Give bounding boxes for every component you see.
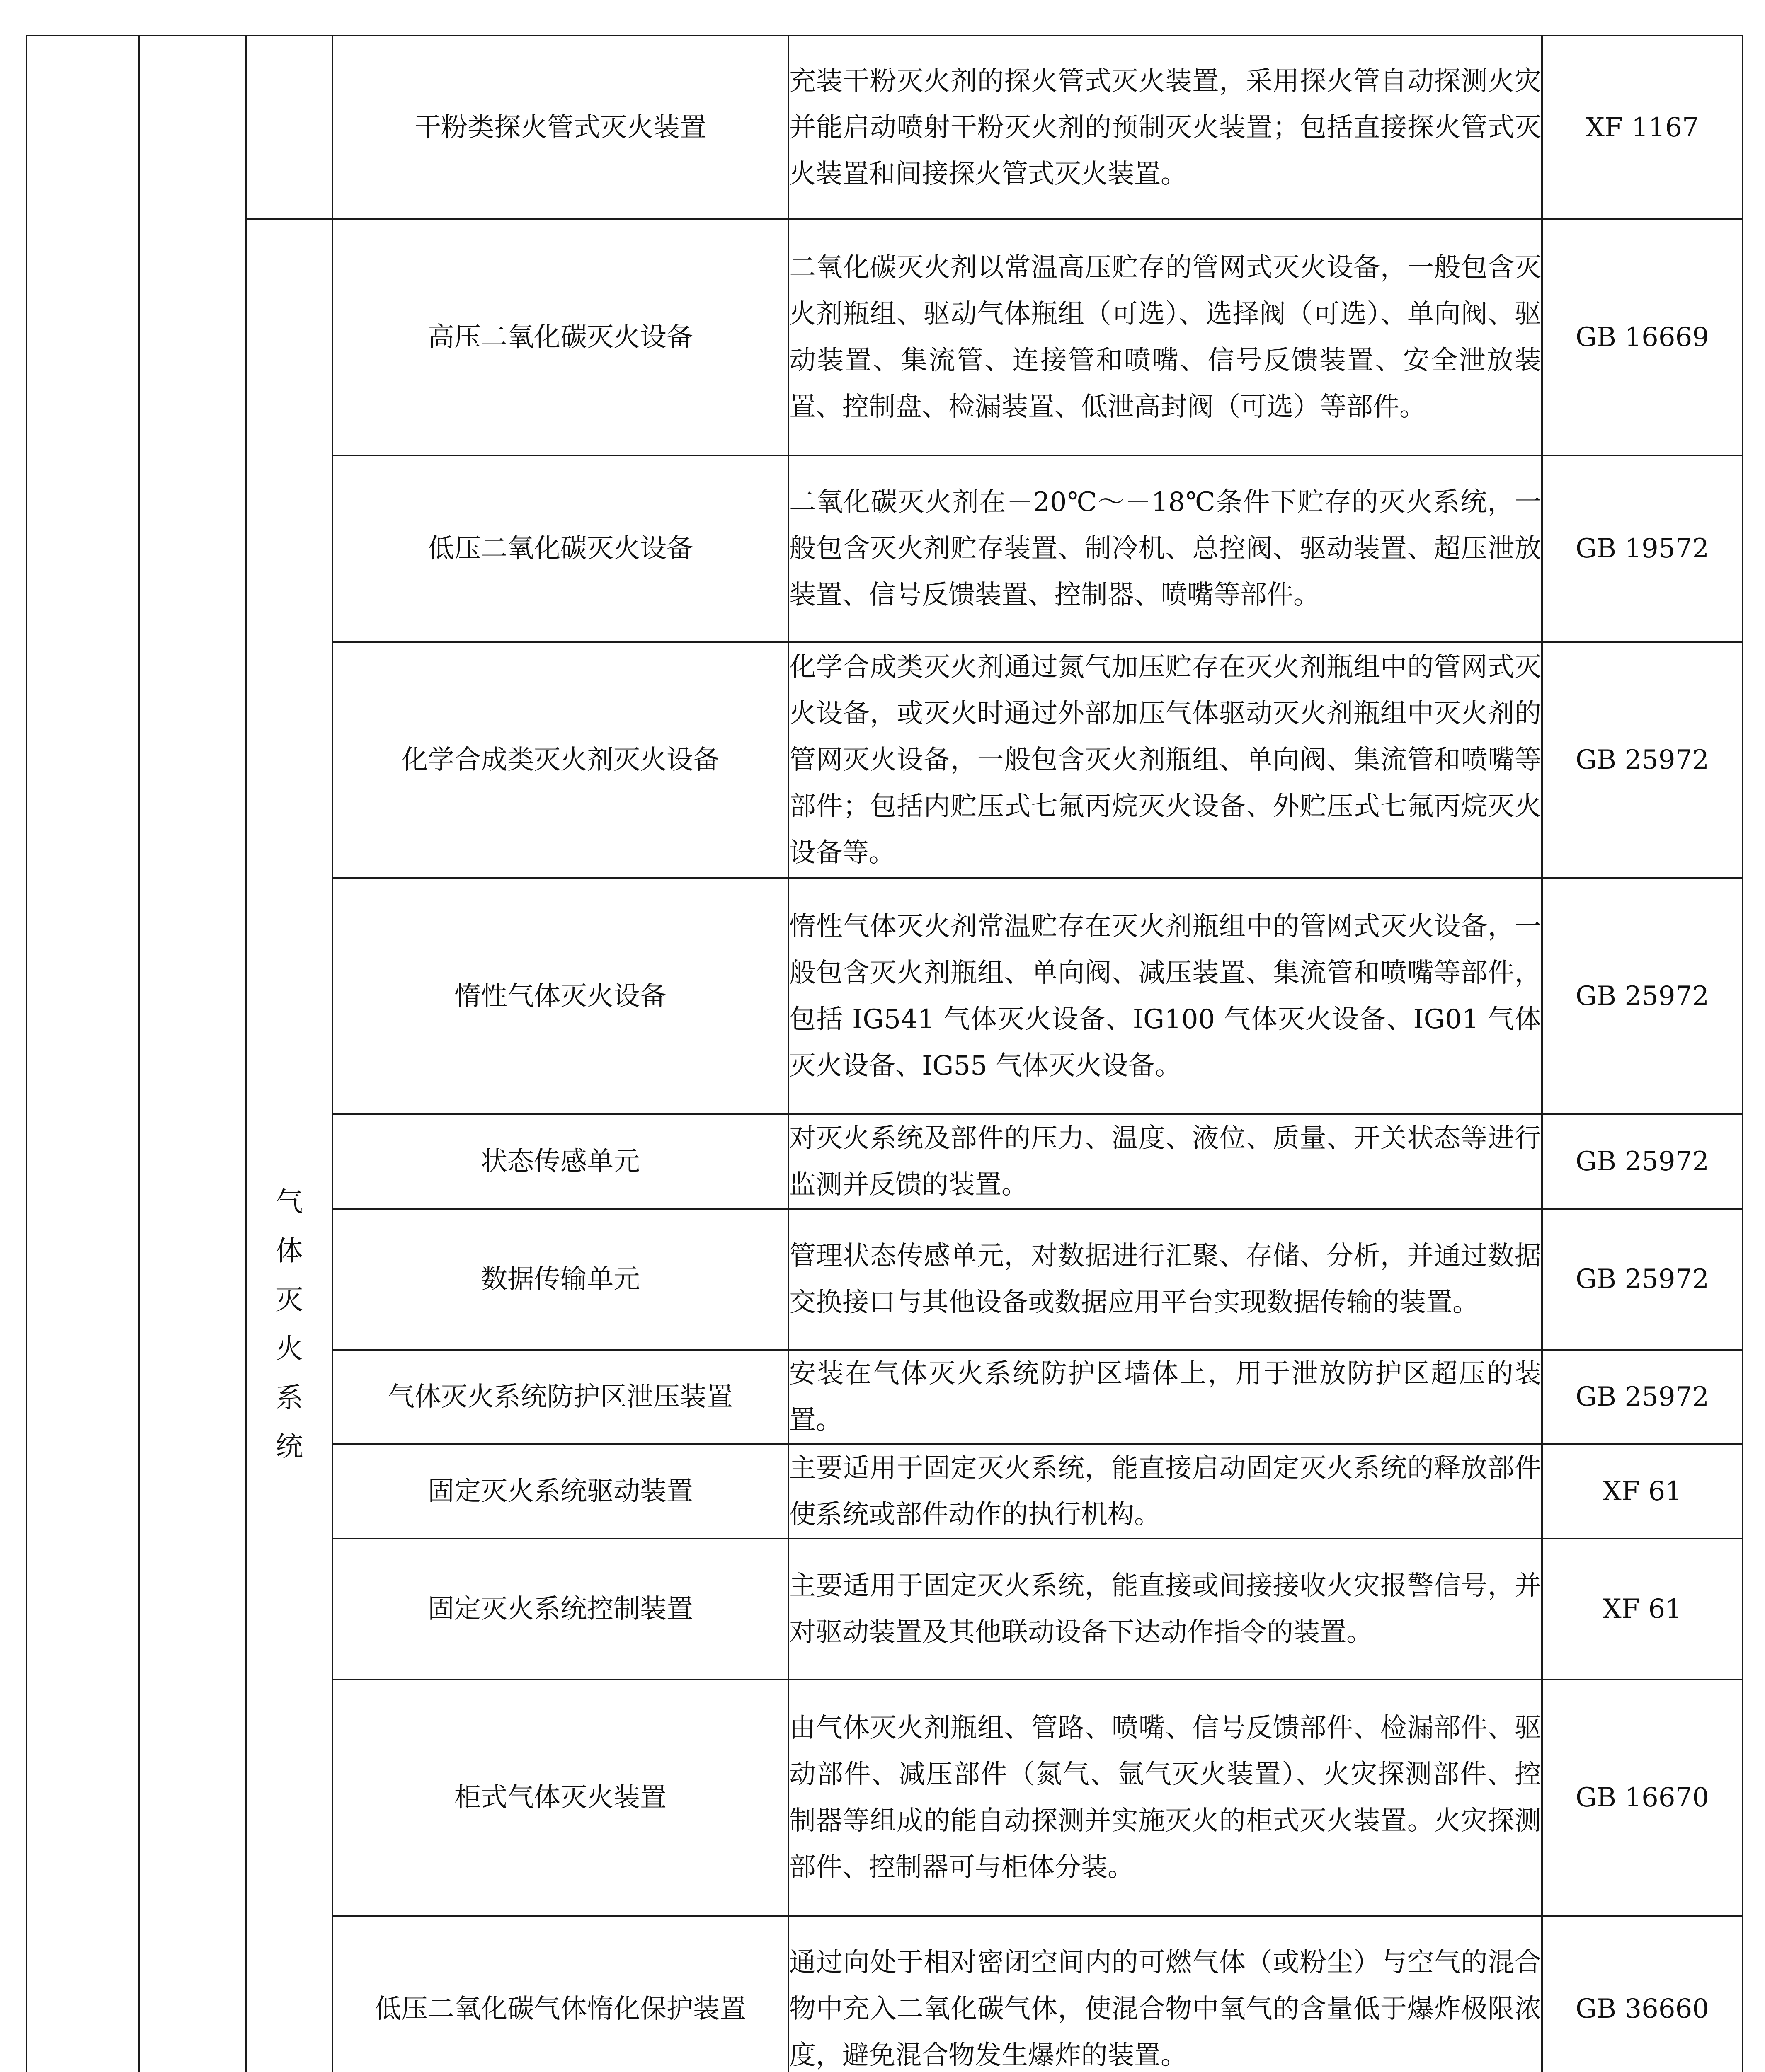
- product-description: 化学合成类灭火剂通过氮气加压贮存在灭火剂瓶组中的管网式灭火设备，或灭火时通过外部加压气体驱动灭火剂瓶组中灭火剂的管网灭火设备，一般包含灭火剂瓶组、单向阀、集流管和喷嘴等部件；包括内贮压式七氟丙烷灭火设备、外贮压式七氟丙烷灭火设备等。: [788, 642, 1542, 878]
- table-row: [27, 219, 1743, 455]
- standards-table: [26, 35, 1743, 2072]
- standard-code: GB 16669: [1542, 219, 1743, 455]
- table-row: [27, 36, 1743, 219]
- product-name: 化学合成类灭火剂灭火设备: [332, 642, 788, 878]
- product-name: 固定灭火系统控制装置: [332, 1539, 788, 1680]
- product-description: 安装在气体灭火系统防护区墙体上，用于泄放防护区超压的装置。: [788, 1350, 1542, 1444]
- group-label: 气体灭火系统: [276, 1186, 303, 1462]
- standard-code: GB 36660: [1542, 1916, 1743, 2072]
- product-name: 气体灭火系统防护区泄压装置: [332, 1350, 788, 1444]
- product-name: 状态传感单元: [332, 1114, 788, 1209]
- category-cell: [27, 36, 139, 2072]
- product-name: 低压二氧化碳气体惰化保护装置: [332, 1916, 788, 2072]
- product-description: 由气体灭火剂瓶组、管路、喷嘴、信号反馈部件、检漏部件、驱动部件、减压部件（氮气、氩气灭火装置）、火灾探测部件、控制器等组成的能自动探测并实施灭火的柜式灭火装置。火灾探测部件、控制器可与柜体分装。: [788, 1680, 1542, 1916]
- product-description: 管理状态传感单元，对数据进行汇聚、存储、分析，并通过数据交换接口与其他设备或数据应用平台实现数据传输的装置。: [788, 1209, 1542, 1350]
- group-cell: [246, 219, 332, 2072]
- standard-code: GB 25972: [1542, 642, 1743, 878]
- product-name: 惰性气体灭火设备: [332, 878, 788, 1114]
- standard-code: GB 25972: [1542, 1114, 1743, 1209]
- product-description: 对灭火系统及部件的压力、温度、液位、质量、开关状态等进行监测并反馈的装置。: [788, 1114, 1542, 1209]
- product-description: 主要适用于固定灭火系统，能直接或间接接收火灾报警信号，并对驱动装置及其他联动设备下达动作指令的装置。: [788, 1539, 1542, 1680]
- product-name: 高压二氧化碳灭火设备: [332, 219, 788, 455]
- product-name: 固定灭火系统驱动装置: [332, 1444, 788, 1539]
- product-name: 低压二氧化碳灭火设备: [332, 455, 788, 642]
- product-description: 二氧化碳灭火剂以常温高压贮存的管网式灭火设备，一般包含灭火剂瓶组、驱动气体瓶组（可选）、选择阀（可选）、单向阀、驱动装置、集流管、连接管和喷嘴、信号反馈装置、安全泄放装置、控制盘、检漏装置、低泄高封阀（可选）等部件。: [788, 219, 1542, 455]
- product-description: 通过向处于相对密闭空间内的可燃气体（或粉尘）与空气的混合物中充入二氧化碳气体，使混合物中氧气的含量低于爆炸极限浓度，避免混合物发生爆炸的装置。: [788, 1916, 1542, 2072]
- standard-code: GB 19572: [1542, 455, 1743, 642]
- product-name: 数据传输单元: [332, 1209, 788, 1350]
- standard-code: XF 61: [1542, 1539, 1743, 1680]
- group-cell-empty: [246, 36, 332, 219]
- product-name: 干粉类探火管式灭火装置: [332, 36, 788, 219]
- standard-code: GB 25972: [1542, 1350, 1743, 1444]
- product-description: 主要适用于固定灭火系统，能直接启动固定灭火系统的释放部件使系统或部件动作的执行机构。: [788, 1444, 1542, 1539]
- subcategory-cell: [139, 36, 246, 2072]
- product-name: 柜式气体灭火装置: [332, 1680, 788, 1916]
- standard-code: XF 1167: [1542, 36, 1743, 219]
- standard-code: GB 16670: [1542, 1680, 1743, 1916]
- product-description: 二氧化碳灭火剂在－20℃～－18℃条件下贮存的灭火系统，一般包含灭火剂贮存装置、制冷机、总控阀、驱动装置、超压泄放装置、信号反馈装置、控制器、喷嘴等部件。: [788, 455, 1542, 642]
- product-description: 充装干粉灭火剂的探火管式灭火装置，采用探火管自动探测火灾并能启动喷射干粉灭火剂的预制灭火装置；包括直接探火管式灭火装置和间接探火管式灭火装置。: [788, 36, 1542, 219]
- standard-code: GB 25972: [1542, 1209, 1743, 1350]
- product-description: 惰性气体灭火剂常温贮存在灭火剂瓶组中的管网式灭火设备，一般包含灭火剂瓶组、单向阀、减压装置、集流管和喷嘴等部件，包括 IG541 气体灭火设备、IG100 气体灭火设备、IG01 气体灭火设备、IG55 气体灭火设备。: [788, 878, 1542, 1114]
- standard-code: XF 61: [1542, 1444, 1743, 1539]
- standard-code: GB 25972: [1542, 878, 1743, 1114]
